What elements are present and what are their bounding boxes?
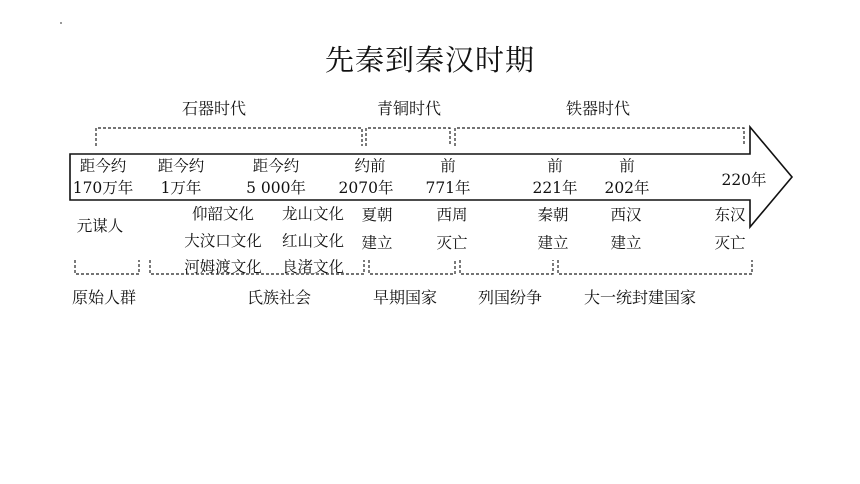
time-point-1-line2: 170万年 xyxy=(72,179,134,197)
stage-unified: 大一统封建国家 xyxy=(583,288,697,307)
stage-clan: 氏族社会 xyxy=(246,288,312,307)
stage-primitive: 原始人群 xyxy=(71,288,137,307)
event-xia-line1: 夏朝 xyxy=(361,206,393,224)
event-xihan-line1: 西汉 xyxy=(610,206,642,224)
time-point-6-line1: 前 xyxy=(547,157,563,175)
culture-dawenkou: 大汶口文化 xyxy=(184,232,262,250)
stage-early-state: 早期国家 xyxy=(372,288,438,307)
culture-hongshan: 红山文化 xyxy=(281,232,345,250)
time-point-7-line1: 前 xyxy=(619,157,635,175)
time-point-7-line2: 202年 xyxy=(604,179,650,197)
stage-warring: 列国纷争 xyxy=(477,288,543,307)
time-point-8-line2: 220年 xyxy=(721,171,767,189)
stage-bracket-warring xyxy=(460,260,553,274)
event-donghan-line2: 灭亡 xyxy=(714,234,746,252)
stage-bracket-unified xyxy=(558,260,752,274)
stage-bracket-primitive xyxy=(75,260,139,274)
event-qin-line1: 秦朝 xyxy=(537,206,569,224)
event-yuanmou: 元谋人 xyxy=(76,217,124,235)
era-label-bronze: 青铜时代 xyxy=(376,99,442,118)
event-zhou-line1: 西周 xyxy=(436,206,468,224)
era-bracket-stone xyxy=(96,128,362,146)
era-label-iron: 铁器时代 xyxy=(565,99,631,118)
time-point-2-line2: 1万年 xyxy=(160,179,202,197)
timeline-arrow xyxy=(70,127,792,227)
event-donghan-line1: 东汉 xyxy=(714,206,746,224)
time-point-1-line1: 距今约 xyxy=(79,157,127,175)
event-zhou-line2: 灭亡 xyxy=(436,234,468,252)
culture-longshan: 龙山文化 xyxy=(281,205,345,223)
stage-bracket-early-state xyxy=(369,260,455,274)
culture-liangzhu: 良渚文化 xyxy=(281,258,345,276)
era-bracket-iron xyxy=(455,128,744,146)
time-point-3-line1: 距今约 xyxy=(252,157,300,175)
time-point-4-line1: 约前 xyxy=(354,157,386,175)
era-bracket-bronze xyxy=(366,128,450,146)
time-point-6-line2: 221年 xyxy=(532,179,578,197)
time-point-5-line1: 前 xyxy=(440,157,456,175)
culture-yangshao: 仰韶文化 xyxy=(191,205,255,223)
time-point-2-line1: 距今约 xyxy=(157,157,205,175)
page-title: 先秦到秦汉时期 xyxy=(324,43,535,77)
time-point-3-line2: 5 000年 xyxy=(246,179,306,197)
event-qin-line2: 建立 xyxy=(537,234,569,252)
event-xihan-line2: 建立 xyxy=(610,234,642,252)
time-point-4-line2: 2070年 xyxy=(338,179,394,197)
time-point-5-line2: 771年 xyxy=(425,179,471,197)
culture-hemudu: 河姆渡文化 xyxy=(184,258,262,276)
era-label-stone: 石器时代 xyxy=(181,99,247,118)
event-xia-line2: 建立 xyxy=(361,234,393,252)
